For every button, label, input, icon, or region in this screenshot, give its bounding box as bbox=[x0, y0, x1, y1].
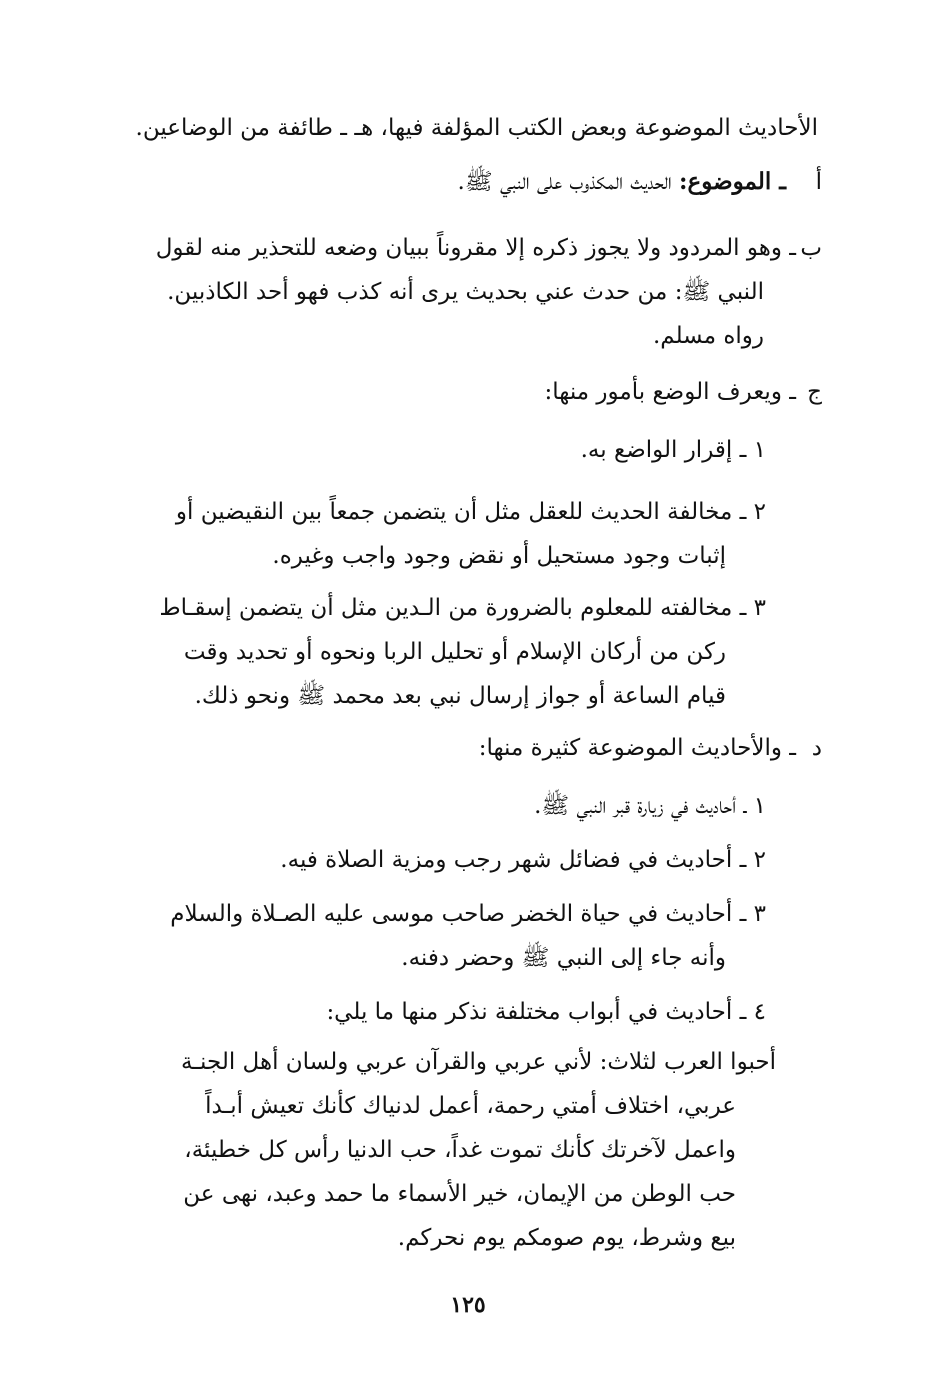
examples-line-4: حب الوطن من الإيمان، خير الأسماء ما حمد وعبد، نهى عن bbox=[183, 1181, 736, 1207]
dal-subitem-3-line-1: ٣ ـ أحاديث في حياة الخضر صاحب موسى عليه الصـلاة والسلام bbox=[170, 901, 766, 927]
jim-subitem-1: ١ ـ إقرار الواضع به. bbox=[580, 437, 766, 463]
jim-subitem-2-line-1: ٢ ـ مخالفة الحديث للعقل مثل أن يتضمن جمعاً بين النقيضين أو bbox=[175, 499, 766, 525]
examples-line-1: أحبوا العرب لثلاث: لأني عربي والقرآن عربي ولسان أهل الجنـة bbox=[180, 1049, 776, 1075]
jim-subitem-3-line-3: قيام الساعة أو جواز إرسال نبي بعد محمد ﷺ ونحو ذلك. bbox=[194, 683, 726, 709]
examples-line-5: بيع وشرط، يوم صومكم يوم نحركم. bbox=[397, 1225, 736, 1251]
item-alif bbox=[300, 160, 786, 204]
intro-line: الأحاديث الموضوعة وبعض الكتب المؤلفة فيها، هـ ـ طائفة من الوضاعين. bbox=[135, 115, 818, 141]
jim-subitem-3 bbox=[126, 586, 766, 630]
dal-subitem-3-line-2: وأنه جاء إلى النبي ﷺ وحضر دفنه. bbox=[401, 945, 726, 971]
dal-heading: ـ والأحاديث الموضوعة كثيرة منها: bbox=[478, 735, 796, 761]
ba-line-1: ـ وهو المردود ولا يجوز ذكره إلا مقروناً ببيان وضعه للتحذير منه لقول bbox=[155, 235, 796, 261]
dal-subitem-4: ٤ ـ أحاديث في أبواب مختلفة نذكر منها ما يلي: bbox=[326, 999, 766, 1025]
dal-subitem-2: ٢ ـ أحاديث في فضائل شهر رجب ومزية الصلاة فيه. bbox=[280, 847, 766, 873]
jim-heading: ـ ويعرف الوضع بأمور منها: bbox=[544, 379, 796, 405]
dal-subitem-3-cont bbox=[300, 936, 726, 980]
jim-subitem-2-line-2: إثبات وجود مستحيل أو نقض وجود واجب وغيره. bbox=[272, 543, 726, 569]
page-number: ١٢٥ bbox=[450, 1292, 486, 1318]
jim-subitem-3-line-1: ٣ ـ مخالفته للمعلوم بالضرورة من الـدين مثل أن يتضمن إسقـاط bbox=[159, 595, 766, 621]
item-jim-heading bbox=[300, 370, 796, 414]
item-marker-ba: ب bbox=[800, 235, 822, 261]
item-marker-alif: أ bbox=[815, 169, 822, 195]
item-ba-cont bbox=[126, 270, 764, 358]
ba-line-2: النبي ﷺ: من حدث عني بحديث يرى أنه كذب فهو أحد الكاذبين. bbox=[167, 279, 764, 305]
examples-block-cont bbox=[126, 1084, 736, 1260]
definition-text: الحديث المكذوب على النبي ﷺ. bbox=[457, 169, 672, 195]
jim-subitem-2 bbox=[126, 490, 766, 534]
item-marker-dal: د bbox=[811, 735, 822, 761]
intro-paragraph bbox=[130, 106, 818, 150]
item-dal-heading bbox=[300, 726, 796, 770]
examples-line-3: واعمل لآخرتك كأنك تموت غداً، حب الدنيا رأس كل خطيئة، bbox=[184, 1137, 736, 1163]
jim-subitem-2-cont bbox=[200, 534, 726, 578]
ba-line-3: رواه مسلم. bbox=[652, 323, 764, 349]
item-marker-jim: ج bbox=[807, 379, 822, 405]
jim-subitem-3-cont bbox=[126, 630, 726, 718]
term-mawdu: ـ الموضوع: bbox=[679, 168, 786, 195]
jim-subitem-3-line-2: ركن من أركان الإسلام أو تحليل الربا ونحوه أو تحديد وقت bbox=[183, 639, 726, 665]
item-ba bbox=[126, 226, 796, 270]
dal-subitem-1: ١ ـ أحاديث في زيارة قبر النبي ﷺ. bbox=[534, 793, 766, 819]
examples-line-2: عربي، اختلاف أمتي رحمة، أعمل لدنياك كأنك تعيش أبـداً bbox=[205, 1093, 736, 1119]
examples-block bbox=[126, 1040, 776, 1084]
dal-subitem-3 bbox=[126, 892, 766, 936]
